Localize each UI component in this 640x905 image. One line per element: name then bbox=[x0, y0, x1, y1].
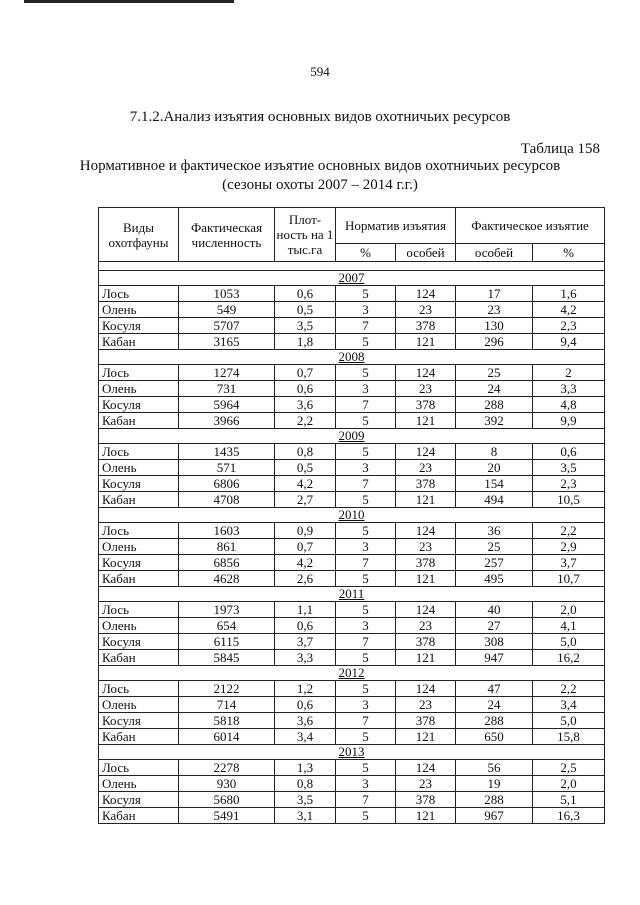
cell-species: Лось bbox=[99, 444, 179, 460]
table-row bbox=[99, 808, 605, 824]
cell-density: 0,7 bbox=[275, 539, 336, 555]
cell-norm-count: 23 bbox=[396, 381, 456, 397]
cell-density: 0,6 bbox=[275, 381, 336, 397]
cell-fact-count: 288 bbox=[456, 792, 533, 808]
cell-fact-count: 25 bbox=[456, 539, 533, 555]
table-label: Таблица 158 bbox=[520, 141, 600, 157]
table-row bbox=[99, 634, 605, 650]
year-cell bbox=[99, 745, 605, 760]
cell-norm-percent: 7 bbox=[336, 318, 396, 334]
cell-norm-percent: 5 bbox=[336, 571, 396, 587]
cell-density: 3,4 bbox=[275, 729, 336, 745]
cell-population: 5491 bbox=[179, 808, 275, 824]
year-cell bbox=[99, 429, 605, 444]
cell-population: 731 bbox=[179, 381, 275, 397]
table-row bbox=[99, 476, 605, 492]
cell-fact-percent: 5,1 bbox=[533, 792, 605, 808]
season-year: 2009 bbox=[338, 428, 365, 443]
cell-norm-count: 124 bbox=[396, 523, 456, 539]
cell-fact-percent: 3,3 bbox=[533, 381, 605, 397]
cell-norm-percent: 3 bbox=[336, 776, 396, 792]
cell-fact-count: 288 bbox=[456, 397, 533, 413]
cell-species: Лось bbox=[99, 681, 179, 697]
season-year: 2011 bbox=[338, 586, 365, 601]
cell-fact-percent: 2,5 bbox=[533, 760, 605, 776]
cell-norm-percent: 7 bbox=[336, 397, 396, 413]
year-row bbox=[99, 429, 605, 444]
cell-fact-count: 24 bbox=[456, 381, 533, 397]
cell-density: 3,7 bbox=[275, 634, 336, 650]
cell-density: 3,3 bbox=[275, 650, 336, 666]
cell-fact-percent: 0,6 bbox=[533, 444, 605, 460]
cell-norm-percent: 5 bbox=[336, 760, 396, 776]
table-row bbox=[99, 444, 605, 460]
header-norm-count: особей bbox=[396, 244, 456, 262]
cell-norm-count: 378 bbox=[396, 713, 456, 729]
cell-norm-count: 378 bbox=[396, 792, 456, 808]
cell-fact-percent: 9,9 bbox=[533, 413, 605, 429]
cell-population: 1435 bbox=[179, 444, 275, 460]
year-cell bbox=[99, 666, 605, 681]
cell-norm-count: 121 bbox=[396, 571, 456, 587]
table-row bbox=[99, 381, 605, 397]
cell-norm-count: 378 bbox=[396, 555, 456, 571]
header-species: Виды охотфауны bbox=[99, 208, 179, 262]
cell-density: 0,5 bbox=[275, 302, 336, 318]
cell-density: 0,6 bbox=[275, 618, 336, 634]
year-cell bbox=[99, 508, 605, 523]
cell-norm-percent: 5 bbox=[336, 365, 396, 381]
cell-fact-count: 25 bbox=[456, 365, 533, 381]
spacer-row bbox=[99, 262, 605, 271]
cell-fact-count: 24 bbox=[456, 697, 533, 713]
cell-fact-count: 27 bbox=[456, 618, 533, 634]
cell-density: 0,6 bbox=[275, 286, 336, 302]
cell-norm-count: 124 bbox=[396, 602, 456, 618]
cell-fact-count: 296 bbox=[456, 334, 533, 350]
cell-fact-percent: 2,9 bbox=[533, 539, 605, 555]
cell-species: Олень bbox=[99, 381, 179, 397]
table-row bbox=[99, 555, 605, 571]
cell-norm-percent: 3 bbox=[336, 381, 396, 397]
cell-species: Кабан bbox=[99, 729, 179, 745]
cell-norm-percent: 7 bbox=[336, 792, 396, 808]
cell-norm-count: 378 bbox=[396, 318, 456, 334]
cell-norm-percent: 5 bbox=[336, 334, 396, 350]
table-row bbox=[99, 602, 605, 618]
year-row bbox=[99, 271, 605, 286]
cell-population: 571 bbox=[179, 460, 275, 476]
cell-norm-count: 121 bbox=[396, 413, 456, 429]
cell-species: Косуля bbox=[99, 634, 179, 650]
table-row bbox=[99, 618, 605, 634]
table-body bbox=[99, 271, 605, 824]
cell-fact-count: 967 bbox=[456, 808, 533, 824]
cell-fact-count: 650 bbox=[456, 729, 533, 745]
cell-fact-percent: 2,2 bbox=[533, 681, 605, 697]
header-fact-percent: % bbox=[533, 244, 605, 262]
cell-fact-count: 23 bbox=[456, 302, 533, 318]
year-row bbox=[99, 666, 605, 681]
cell-norm-percent: 7 bbox=[336, 555, 396, 571]
cell-species: Кабан bbox=[99, 808, 179, 824]
cell-species: Кабан bbox=[99, 571, 179, 587]
cell-norm-percent: 7 bbox=[336, 713, 396, 729]
table-row bbox=[99, 760, 605, 776]
cell-species: Кабан bbox=[99, 492, 179, 508]
cell-fact-percent: 5,0 bbox=[533, 713, 605, 729]
cell-density: 2,7 bbox=[275, 492, 336, 508]
cell-species: Олень bbox=[99, 618, 179, 634]
cell-population: 1274 bbox=[179, 365, 275, 381]
table-row bbox=[99, 365, 605, 381]
cell-fact-percent: 4,1 bbox=[533, 618, 605, 634]
cell-norm-count: 124 bbox=[396, 444, 456, 460]
cell-norm-count: 121 bbox=[396, 808, 456, 824]
table-row bbox=[99, 729, 605, 745]
table-row bbox=[99, 523, 605, 539]
cell-norm-count: 121 bbox=[396, 492, 456, 508]
cell-fact-percent: 2,3 bbox=[533, 318, 605, 334]
cell-fact-count: 17 bbox=[456, 286, 533, 302]
cell-species: Косуля bbox=[99, 713, 179, 729]
cell-population: 5964 bbox=[179, 397, 275, 413]
cell-population: 3966 bbox=[179, 413, 275, 429]
cell-fact-percent: 15,8 bbox=[533, 729, 605, 745]
cell-density: 0,9 bbox=[275, 523, 336, 539]
cell-fact-count: 20 bbox=[456, 460, 533, 476]
season-year: 2007 bbox=[338, 270, 365, 285]
cell-fact-count: 257 bbox=[456, 555, 533, 571]
cell-norm-percent: 7 bbox=[336, 476, 396, 492]
cell-fact-count: 392 bbox=[456, 413, 533, 429]
cell-fact-count: 288 bbox=[456, 713, 533, 729]
table-row bbox=[99, 397, 605, 413]
cell-population: 1053 bbox=[179, 286, 275, 302]
table-caption-line2: (сезоны охоты 2007 – 2014 г.г.) bbox=[222, 177, 418, 193]
table-row bbox=[99, 318, 605, 334]
cell-norm-count: 23 bbox=[396, 302, 456, 318]
table-row bbox=[99, 539, 605, 555]
cell-norm-count: 124 bbox=[396, 760, 456, 776]
cell-species: Лось bbox=[99, 602, 179, 618]
cell-fact-count: 154 bbox=[456, 476, 533, 492]
cell-density: 1,2 bbox=[275, 681, 336, 697]
cell-norm-count: 23 bbox=[396, 697, 456, 713]
cell-fact-percent: 2,3 bbox=[533, 476, 605, 492]
cell-density: 3,5 bbox=[275, 792, 336, 808]
table-row bbox=[99, 713, 605, 729]
cell-norm-count: 121 bbox=[396, 334, 456, 350]
cell-norm-percent: 5 bbox=[336, 523, 396, 539]
cell-density: 0,7 bbox=[275, 365, 336, 381]
table-caption bbox=[0, 157, 640, 195]
cell-fact-percent: 3,4 bbox=[533, 697, 605, 713]
cell-fact-percent: 2,0 bbox=[533, 602, 605, 618]
cell-population: 5818 bbox=[179, 713, 275, 729]
cell-norm-count: 124 bbox=[396, 286, 456, 302]
header-fact-count: особей bbox=[456, 244, 533, 262]
table-row bbox=[99, 650, 605, 666]
table-row bbox=[99, 286, 605, 302]
cell-fact-count: 56 bbox=[456, 760, 533, 776]
cell-norm-count: 124 bbox=[396, 681, 456, 697]
cell-fact-percent: 1,6 bbox=[533, 286, 605, 302]
table-row bbox=[99, 492, 605, 508]
table-row bbox=[99, 460, 605, 476]
cell-density: 0,5 bbox=[275, 460, 336, 476]
top-rule bbox=[24, 0, 234, 3]
cell-density: 1,1 bbox=[275, 602, 336, 618]
cell-density: 3,1 bbox=[275, 808, 336, 824]
year-row bbox=[99, 508, 605, 523]
header-norm-group: Норматив изъятия bbox=[336, 208, 456, 244]
page-number: 594 bbox=[310, 64, 330, 79]
cell-fact-percent: 16,2 bbox=[533, 650, 605, 666]
cell-species: Олень bbox=[99, 776, 179, 792]
table-row bbox=[99, 776, 605, 792]
cell-fact-percent: 2 bbox=[533, 365, 605, 381]
cell-species: Лось bbox=[99, 365, 179, 381]
cell-species: Лось bbox=[99, 523, 179, 539]
cell-norm-percent: 5 bbox=[336, 681, 396, 697]
cell-fact-percent: 3,7 bbox=[533, 555, 605, 571]
year-row bbox=[99, 745, 605, 760]
cell-norm-percent: 5 bbox=[336, 492, 396, 508]
cell-norm-percent: 7 bbox=[336, 634, 396, 650]
cell-norm-count: 378 bbox=[396, 476, 456, 492]
cell-population: 6014 bbox=[179, 729, 275, 745]
cell-population: 714 bbox=[179, 697, 275, 713]
table-row bbox=[99, 571, 605, 587]
season-year: 2010 bbox=[338, 507, 365, 522]
cell-norm-count: 23 bbox=[396, 618, 456, 634]
cell-fact-count: 19 bbox=[456, 776, 533, 792]
cell-species: Кабан bbox=[99, 413, 179, 429]
cell-species: Косуля bbox=[99, 792, 179, 808]
cell-population: 5707 bbox=[179, 318, 275, 334]
cell-fact-count: 494 bbox=[456, 492, 533, 508]
cell-density: 3,5 bbox=[275, 318, 336, 334]
year-row bbox=[99, 587, 605, 602]
cell-population: 549 bbox=[179, 302, 275, 318]
cell-population: 2278 bbox=[179, 760, 275, 776]
cell-population: 2122 bbox=[179, 681, 275, 697]
year-cell bbox=[99, 350, 605, 365]
cell-population: 6115 bbox=[179, 634, 275, 650]
cell-density: 0,8 bbox=[275, 776, 336, 792]
table-row bbox=[99, 697, 605, 713]
cell-norm-count: 121 bbox=[396, 650, 456, 666]
cell-density: 3,6 bbox=[275, 713, 336, 729]
season-year: 2008 bbox=[338, 349, 365, 364]
cell-norm-percent: 5 bbox=[336, 413, 396, 429]
cell-density: 2,2 bbox=[275, 413, 336, 429]
cell-norm-percent: 3 bbox=[336, 697, 396, 713]
cell-population: 6856 bbox=[179, 555, 275, 571]
cell-species: Олень bbox=[99, 302, 179, 318]
table-row bbox=[99, 334, 605, 350]
cell-population: 6806 bbox=[179, 476, 275, 492]
cell-species: Лось bbox=[99, 760, 179, 776]
cell-density: 3,6 bbox=[275, 397, 336, 413]
cell-norm-count: 124 bbox=[396, 365, 456, 381]
cell-species: Косуля bbox=[99, 318, 179, 334]
table-caption-line1: Нормативное и фактическое изъятие основных видов охотничьих ресурсов bbox=[79, 158, 561, 174]
cell-species: Косуля bbox=[99, 555, 179, 571]
cell-fact-percent: 5,0 bbox=[533, 634, 605, 650]
cell-species: Косуля bbox=[99, 397, 179, 413]
cell-species: Олень bbox=[99, 460, 179, 476]
cell-fact-percent: 2,0 bbox=[533, 776, 605, 792]
table-row bbox=[99, 681, 605, 697]
cell-population: 5845 bbox=[179, 650, 275, 666]
cell-population: 3165 bbox=[179, 334, 275, 350]
cell-population: 4708 bbox=[179, 492, 275, 508]
cell-population: 1973 bbox=[179, 602, 275, 618]
cell-density: 0,6 bbox=[275, 697, 336, 713]
cell-norm-count: 121 bbox=[396, 729, 456, 745]
season-year: 2013 bbox=[338, 744, 365, 759]
header-density: Плот-ность на 1 тыс.га bbox=[275, 208, 336, 262]
year-cell bbox=[99, 587, 605, 602]
cell-norm-percent: 5 bbox=[336, 729, 396, 745]
cell-fact-percent: 9,4 bbox=[533, 334, 605, 350]
cell-fact-count: 40 bbox=[456, 602, 533, 618]
cell-norm-count: 23 bbox=[396, 539, 456, 555]
cell-fact-count: 495 bbox=[456, 571, 533, 587]
table-row bbox=[99, 413, 605, 429]
cell-species: Лось bbox=[99, 286, 179, 302]
cell-species: Кабан bbox=[99, 334, 179, 350]
cell-fact-count: 47 bbox=[456, 681, 533, 697]
cell-density: 4,2 bbox=[275, 476, 336, 492]
cell-norm-percent: 3 bbox=[336, 539, 396, 555]
cell-density: 0,8 bbox=[275, 444, 336, 460]
cell-norm-percent: 5 bbox=[336, 602, 396, 618]
cell-population: 4628 bbox=[179, 571, 275, 587]
cell-fact-percent: 3,5 bbox=[533, 460, 605, 476]
cell-population: 1603 bbox=[179, 523, 275, 539]
cell-fact-percent: 4,2 bbox=[533, 302, 605, 318]
cell-fact-count: 8 bbox=[456, 444, 533, 460]
cell-fact-percent: 4,8 bbox=[533, 397, 605, 413]
cell-density: 1,3 bbox=[275, 760, 336, 776]
header-fact-group: Фактическое изъятие bbox=[456, 208, 605, 244]
cell-norm-count: 23 bbox=[396, 776, 456, 792]
cell-species: Олень bbox=[99, 539, 179, 555]
cell-norm-percent: 5 bbox=[336, 650, 396, 666]
cell-species: Косуля bbox=[99, 476, 179, 492]
cell-fact-count: 36 bbox=[456, 523, 533, 539]
harvest-table bbox=[98, 207, 605, 824]
cell-fact-count: 947 bbox=[456, 650, 533, 666]
header-actual-population: Фактическая численность bbox=[179, 208, 275, 262]
cell-density: 1,8 bbox=[275, 334, 336, 350]
cell-density: 2,6 bbox=[275, 571, 336, 587]
cell-fact-percent: 10,5 bbox=[533, 492, 605, 508]
cell-fact-percent: 16,3 bbox=[533, 808, 605, 824]
cell-fact-count: 308 bbox=[456, 634, 533, 650]
year-row bbox=[99, 350, 605, 365]
table-row bbox=[99, 792, 605, 808]
cell-fact-percent: 10,7 bbox=[533, 571, 605, 587]
cell-fact-percent: 2,2 bbox=[533, 523, 605, 539]
cell-density: 4,2 bbox=[275, 555, 336, 571]
cell-norm-count: 378 bbox=[396, 634, 456, 650]
cell-norm-percent: 5 bbox=[336, 286, 396, 302]
cell-norm-count: 23 bbox=[396, 460, 456, 476]
cell-norm-percent: 5 bbox=[336, 444, 396, 460]
season-year: 2012 bbox=[338, 665, 365, 680]
cell-species: Кабан bbox=[99, 650, 179, 666]
cell-population: 930 bbox=[179, 776, 275, 792]
year-cell bbox=[99, 271, 605, 286]
cell-norm-percent: 3 bbox=[336, 460, 396, 476]
cell-norm-percent: 5 bbox=[336, 808, 396, 824]
header-norm-percent: % bbox=[336, 244, 396, 262]
table-row bbox=[99, 302, 605, 318]
cell-fact-count: 130 bbox=[456, 318, 533, 334]
cell-population: 861 bbox=[179, 539, 275, 555]
cell-population: 5680 bbox=[179, 792, 275, 808]
cell-norm-percent: 3 bbox=[336, 618, 396, 634]
cell-norm-count: 378 bbox=[396, 397, 456, 413]
cell-population: 654 bbox=[179, 618, 275, 634]
cell-norm-percent: 3 bbox=[336, 302, 396, 318]
cell-species: Олень bbox=[99, 697, 179, 713]
section-heading: 7.1.2.Анализ изъятия основных видов охотничьих ресурсов bbox=[129, 109, 511, 125]
